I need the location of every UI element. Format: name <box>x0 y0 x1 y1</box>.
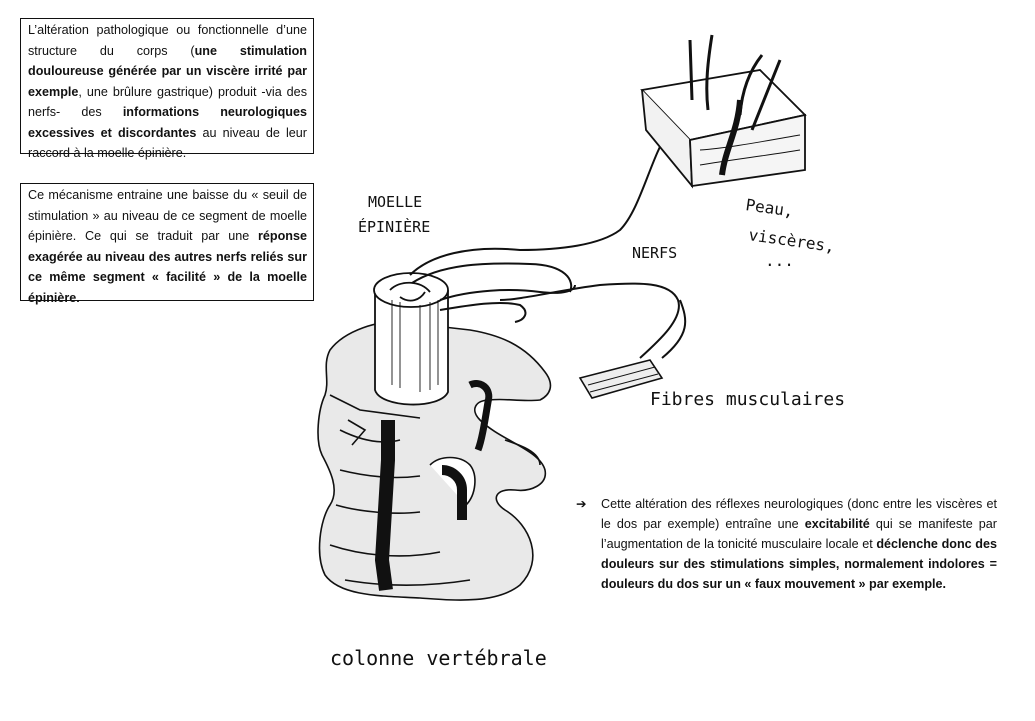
note-text-1: Cette altération des réflexes neurologiques (donc entre les viscères et le dos par exemple) entraîne une <box>601 497 997 531</box>
box2-text-1: Ce mécanisme entraine une baisse du « seuil de stimulation » au niveau de ce segment de moelle épinière. Ce qui se traduit par une <box>28 188 307 243</box>
label-visceres: viscères, <box>747 225 836 257</box>
label-peau: Peau, <box>744 195 795 221</box>
box2-bold-1: réponse exagérée au niveau des autres nerfs reliés sur ce même segment « facilité » de la moelle épinière. <box>28 229 307 305</box>
note-text-2: qui se manifeste par l’augmentation de la tonicité musculaire locale et <box>601 517 997 551</box>
note-bold-1: excitabilité <box>804 517 870 531</box>
arrow-right-icon: ➔ <box>576 497 587 511</box>
note-text <box>601 494 997 594</box>
box1-text-3: au niveau de leur raccord à la moelle épinière. <box>28 125 307 160</box>
text-box-mecanisme <box>20 183 314 305</box>
box1-bold-1: une stimulation douloureuse générée par un viscère irrité par exemple <box>28 43 307 99</box>
label-ellipsis: ... <box>765 251 794 270</box>
spinal-cord-cylinder <box>374 273 448 405</box>
label-fibres: Fibres musculaires <box>650 389 846 410</box>
note-bold-2: déclenche donc des douleurs sur des stimulations simples, normalement indolores = douleurs du dos sur un « faux mouvement » par exemple. <box>601 537 997 591</box>
box1-bold-2: informations neurologiques excessives et discordantes <box>28 105 307 140</box>
label-epiniere: ÉPINIÈRE <box>358 218 431 236</box>
arrow-note <box>576 494 997 594</box>
label-moelle: MOELLE <box>368 193 423 211</box>
label-colonne: colonne vertébrale <box>330 646 547 670</box>
box1-text-2: , une brûlure gastrique) produit -via des nerfs- des <box>28 84 307 119</box>
label-nerfs: NERFS <box>632 244 678 262</box>
text-box-alteration <box>20 18 314 160</box>
box1-text-1: L’altération pathologique ou fonctionnelle d’une structure du corps ( <box>28 23 307 58</box>
skin-block <box>642 35 805 186</box>
